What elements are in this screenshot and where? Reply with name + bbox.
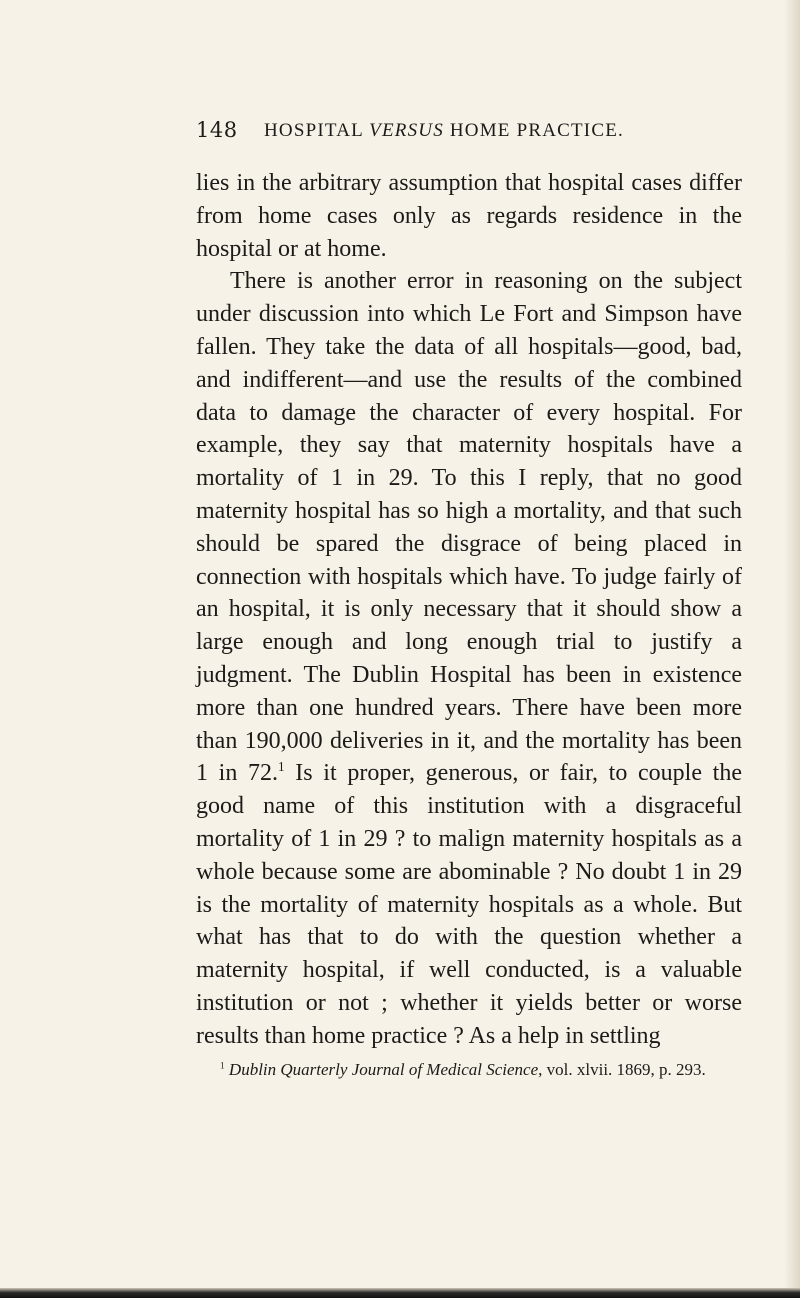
paragraph-text-part2: Is it proper, generous, or fair, to couple the good name of this institution with a disgraceful mortality of 1 in 29 ? to malign maternity hospitals as a whole because some are abominable ? No doubt 1 in 29 is the mortality of maternity hospitals as a whole. But what has that to do with the question whether a maternity hospital, if well conducted, is a valuable institution or not ; whether it yields better or worse results than home practice ? As a help in settling [196,760,743,1049]
running-head-post: HOME PRACTICE. [443,120,624,141]
paragraph-text-part1: There is another error in reasoning on the subject under discussion into which Le Fort and Simpson have fallen. They take the data of all hospitals—good, bad, and indifferent—and use the results of the combined data to damage the character of every hospital. For example, they say that maternity hospitals have a mortality of 1 in 29. To this I reply, that no good maternity hospital has so high a mortality, and that such should be spared the disgrace of being placed in connection with hospitals which have. To judge fairly of an hospital, it is only necessary that it should show a large enough and long enough trial to justify a judgment. The Dublin Hospital has been in existence more than one hundred years. There have been more than 190,000 deliveries in it, and the mortality has been 1 in 72. [196,268,742,787]
footnote [196,1058,742,1082]
page-edge-shadow [784,0,800,1298]
bottom-edge [0,1288,800,1298]
footnote-marker: 1 [220,1061,225,1072]
running-head [264,120,624,142]
paragraph-error-in-reasoning [196,265,742,1052]
page-number: 148 [196,118,238,142]
page-header [196,118,796,148]
paragraph-continued: lies in the arbitrary assumption that hospital cases differ from home cases only as regards residence in the hospital or at home. [196,170,742,262]
footnote-journal: Dublin Quarterly Journal of Medical Science [228,1060,539,1079]
running-head-pre: HOSPITAL [264,120,370,141]
running-head-italic: VERSUS [369,120,444,141]
footnote-citation: , vol. xlvii. 1869, p. 293. [538,1060,706,1079]
body-text [196,167,742,1053]
footnote-reference: 1 [278,759,285,775]
